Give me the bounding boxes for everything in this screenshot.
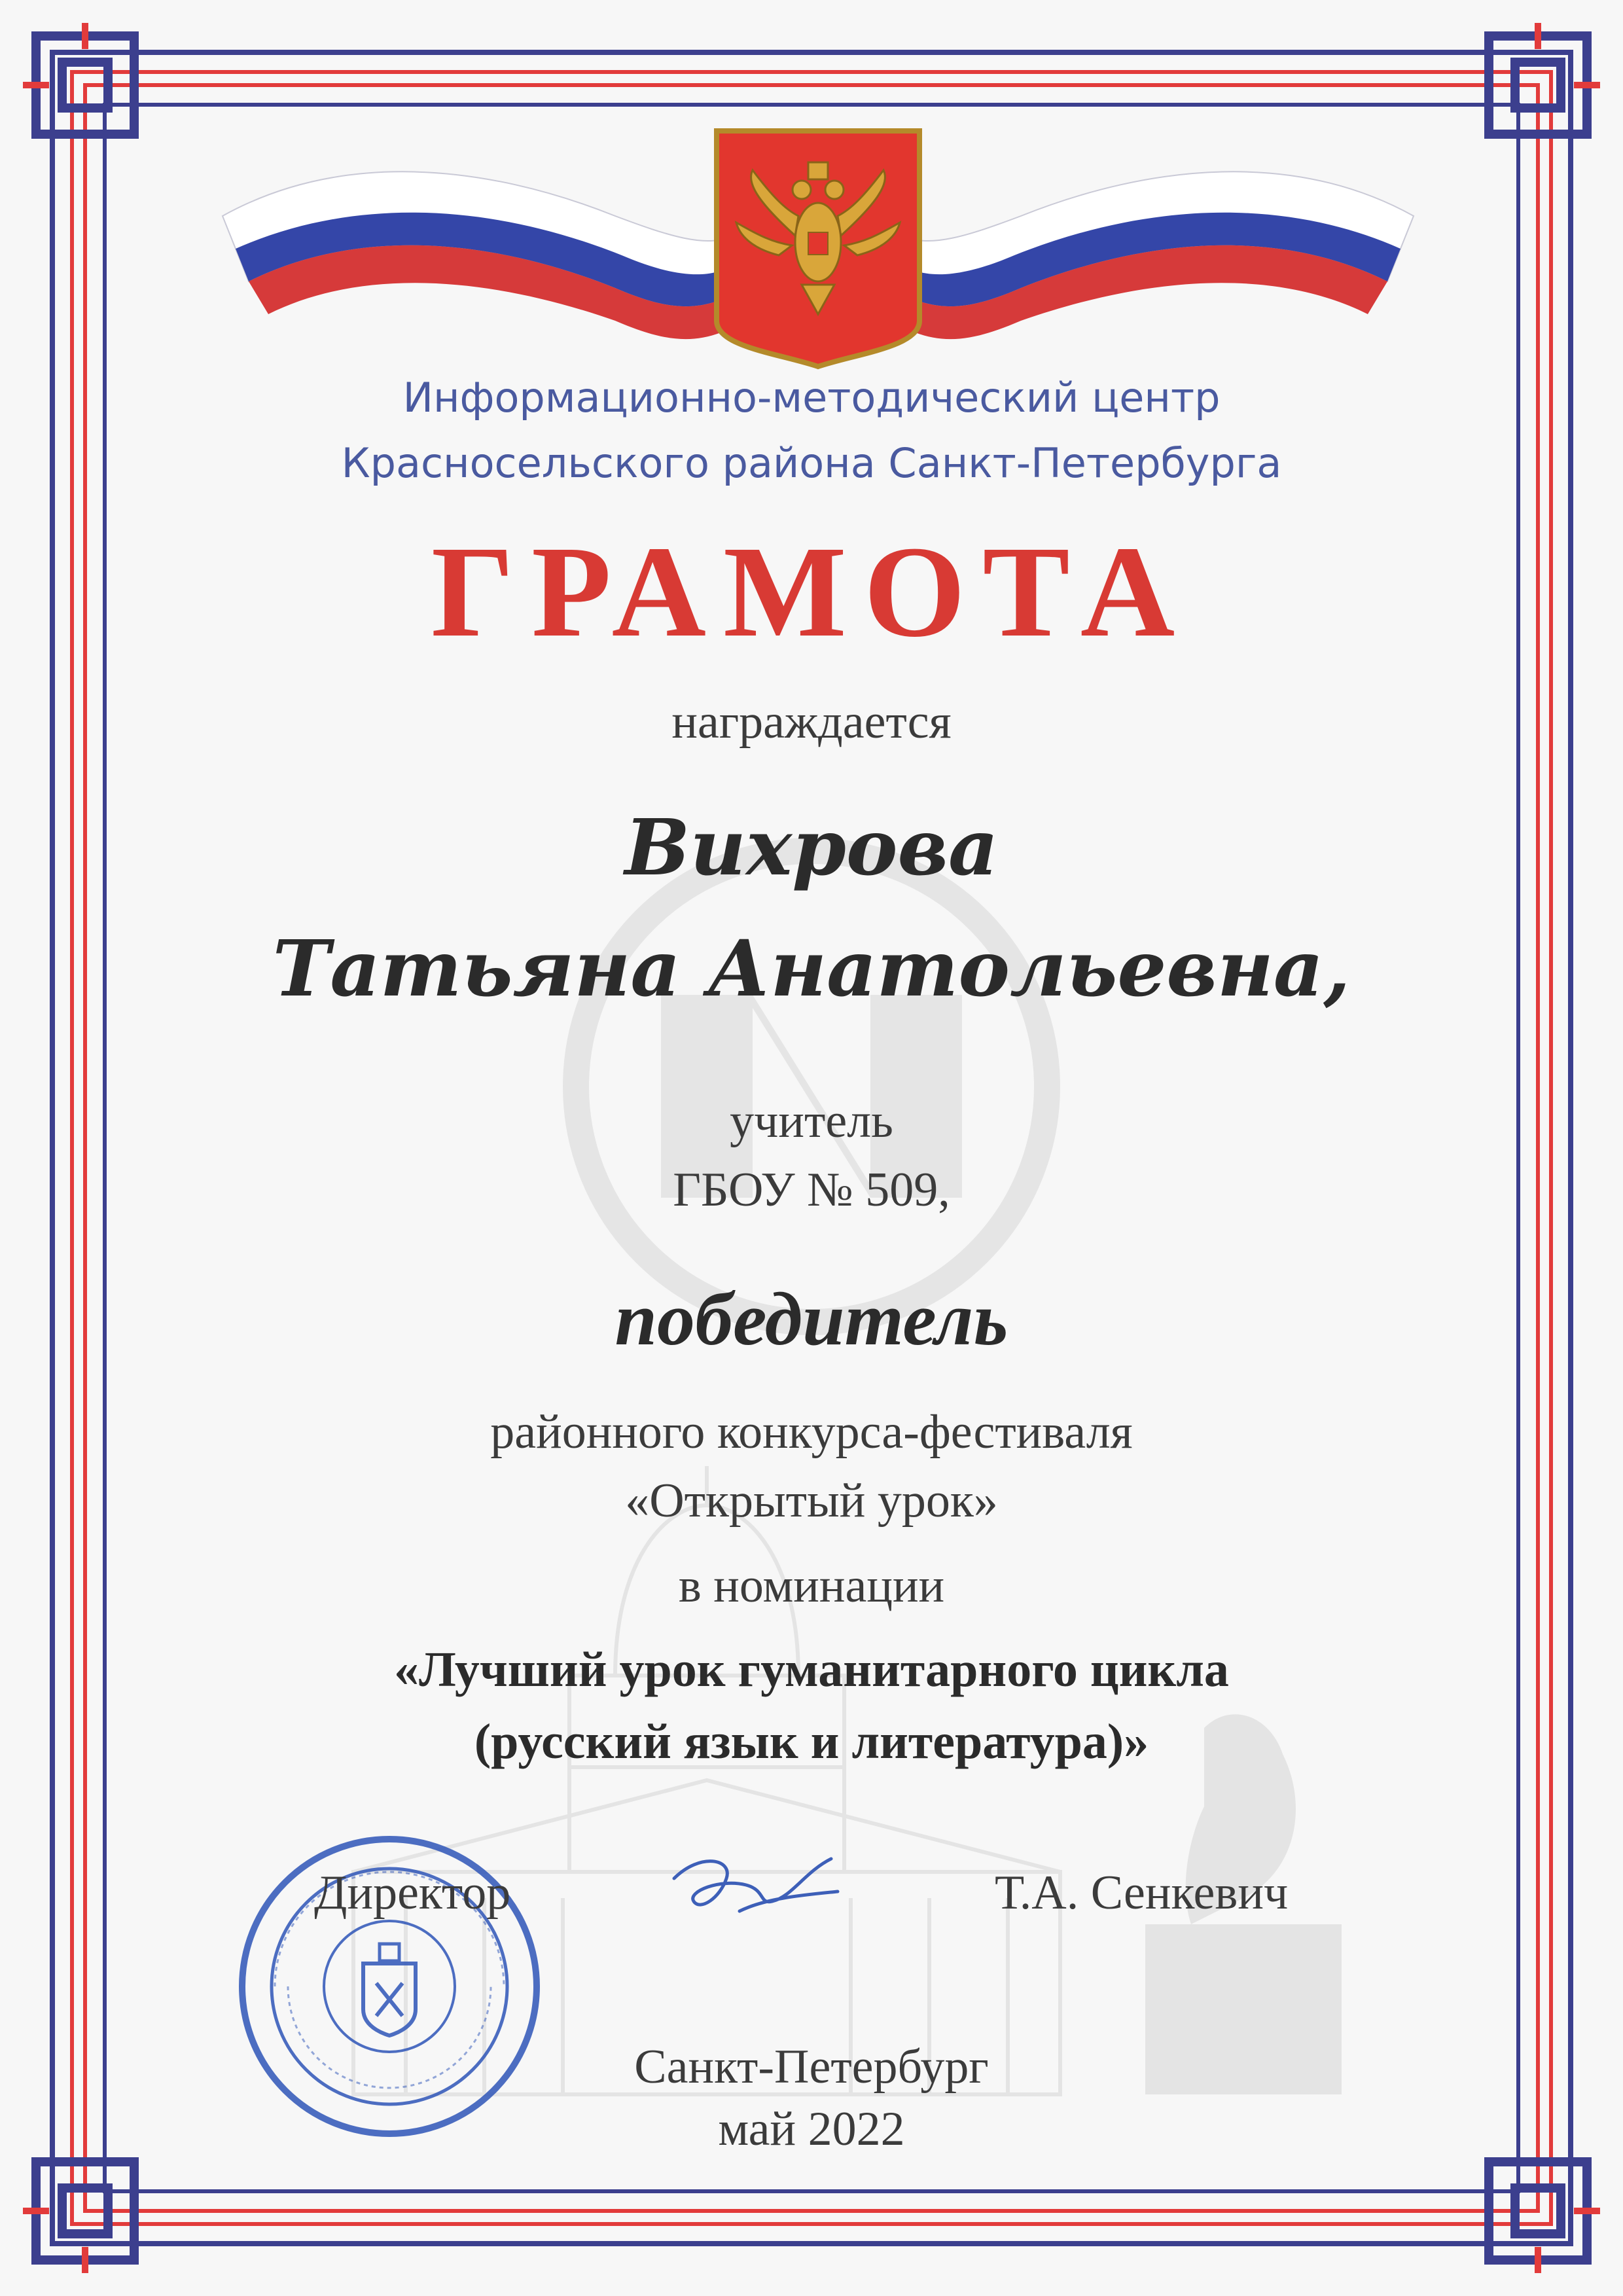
signatory-name: Т.А. Сенкевич [995, 1866, 1289, 1920]
nomination-line-2: (русский язык и литература)» [474, 1714, 1149, 1769]
tricolor-ribbon-icon [209, 124, 1427, 373]
recipient-given-name: Татьяна Анатольевна, [272, 923, 1351, 1014]
footer-city: Санкт-Петербург [634, 2040, 989, 2094]
imc-watermark-logo [556, 831, 1067, 1342]
contest-line-2: «Открытый урок» [625, 1474, 998, 1528]
contest-line-3: в номинации [678, 1559, 945, 1613]
handwritten-signature [661, 1839, 844, 1937]
signature-role: Директор [314, 1866, 511, 1920]
organization-line-2: Красносельского района Санкт-Петербурга [341, 439, 1282, 487]
organization-line-1: Информационно-методический центр [402, 374, 1221, 422]
recipient-role: учитель [730, 1094, 893, 1148]
contest-line-1: районного конкурса-фестиваля [490, 1405, 1133, 1459]
document-title: ГРАМОТА [431, 520, 1192, 664]
recipient-school: ГБОУ № 509, [673, 1163, 950, 1217]
footer-date: май 2022 [718, 2102, 905, 2156]
status-title: победитель [615, 1278, 1008, 1361]
nomination-line-1: «Лучший урок гуманитарного цикла [394, 1642, 1229, 1697]
awarded-text: награждается [671, 695, 952, 749]
recipient-surname: Вихрова [624, 802, 999, 893]
